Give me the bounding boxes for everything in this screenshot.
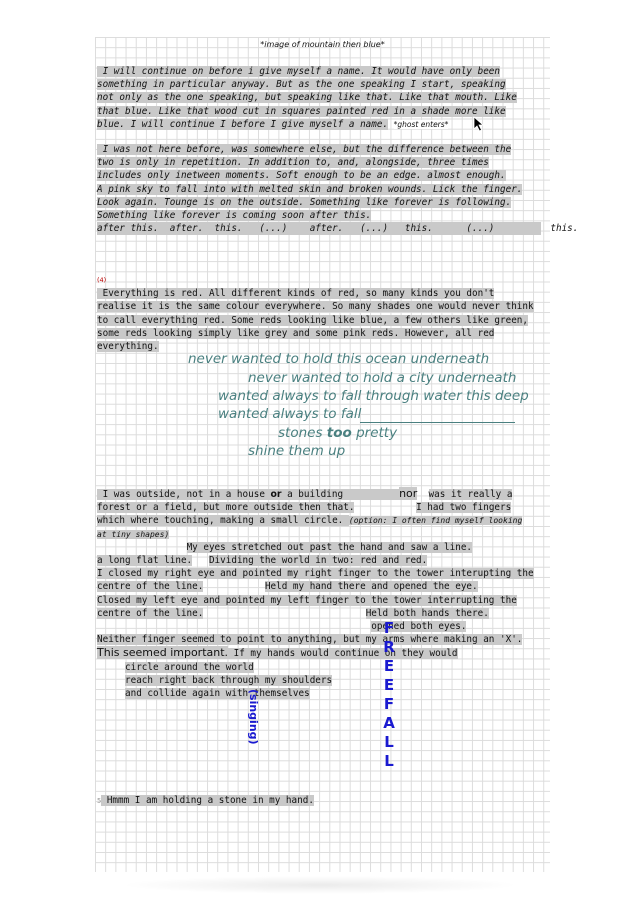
p2-line: A pink sky to fall into with melted skin and broken wounds. Lick the finger. <box>97 183 523 195</box>
ocean-line-2: never wanted to hold a city underneath <box>248 370 517 386</box>
p2-repetition-line: after this. after. this. (...) after. (...) this. (...) this. <box>97 223 579 235</box>
p4-text: centre of the line. <box>97 607 204 619</box>
p4-text: circle around the world <box>125 661 254 673</box>
p4-important: This seemed important. <box>97 646 229 660</box>
p4-text: centre of the line. <box>97 581 204 593</box>
paragraph-3 <box>97 273 545 353</box>
p1-line: blue. I will continue I before I give myself a name. <box>97 118 389 130</box>
p4-text: a building <box>281 489 344 500</box>
p4-text: which where touching, making a small circle. <box>97 515 349 527</box>
document-page <box>95 37 579 872</box>
p4-text: a long flat line. <box>97 555 193 567</box>
p1-line: that blue. Like that wood cut in squares painted red in a shade more like <box>97 105 506 117</box>
paragraph-2 <box>97 143 579 235</box>
ocean-line-5 <box>278 425 397 441</box>
p1-line: I will continue on before i give myself a name. It would have only been <box>97 66 500 77</box>
p2-line: Look again. Tounge is on the outside. Something like forever is following. <box>97 196 512 208</box>
ocean-line-6: shine them up <box>248 443 346 459</box>
p4-text: Held my hand there and opened the eye. <box>264 581 478 593</box>
paragraph-5 <box>97 794 545 808</box>
p4-text: I was outside, not in a house <box>97 489 271 500</box>
p4-text: If my hands would continue on they would <box>228 648 458 660</box>
ocean-line-5-c: pretty <box>351 425 398 441</box>
p1-line: something in particular anyway. But as the one speaking I start, speaking <box>97 79 506 91</box>
ocean-line-5-bold: too <box>326 425 352 441</box>
singing-vertical: (singing) <box>247 689 260 745</box>
p4-text: Neither finger seemed to point to anything, but my arms where making an 'X'. <box>97 634 523 646</box>
p4-text: Dividing the world in two: red and red. <box>208 555 428 567</box>
p4-text: reach right back through my shoulders <box>125 674 333 686</box>
p2-line: two is only in repetition. In addition to, and, alongside, three times <box>97 157 489 169</box>
p4-text: I closed my right eye and pointed my right finger to the tower interupting the <box>97 568 534 580</box>
p2-line: Something like forever is coming soon after this. <box>97 210 372 222</box>
p4-text: was it really a <box>428 489 513 500</box>
p4-text: forest or a field, but more outside then that. <box>97 502 355 514</box>
mouse-cursor-icon <box>473 116 485 132</box>
p4-text: Held both hands there. <box>365 607 489 619</box>
p4-nor: nor <box>399 487 418 500</box>
page-shadow <box>120 876 520 894</box>
p4-text: opened both eyes. <box>371 621 467 633</box>
image-caption: *image of mountain then blue* <box>260 40 385 49</box>
p1-line: not only as the one speaking, but speaking like that. Like that mouth. Like <box>97 92 517 104</box>
p4-text: I had two fingers <box>416 502 512 514</box>
ocean-line-3: wanted always to fall through water this deep <box>218 388 529 404</box>
p4-option-note-end: at tiny shapes) <box>97 529 170 539</box>
paragraph-4 <box>97 487 545 700</box>
p4-bold-or: or <box>270 489 282 500</box>
p3-line: everything. <box>97 341 159 353</box>
freefall-vertical: FREEFALL <box>380 619 398 771</box>
ocean-line-4: wanted always to fall <box>218 406 362 422</box>
p4-text: and collide again with themselves <box>125 688 310 700</box>
p4-option-note: (option: I often find myself looking <box>348 516 523 526</box>
p3-line: to call everything red. Some reds looking like blue, a few others like green, <box>97 314 528 326</box>
p5-text: Hmmm I am holding a stone in my hand. <box>101 795 314 806</box>
blank-underline <box>360 422 515 423</box>
p3-line: realise it is the same colour everywhere. So many shades one would never think <box>97 301 534 313</box>
p2-line: I was not here before, was somewhere else, but the difference between the <box>97 144 512 155</box>
ocean-line-1: never wanted to hold this ocean underneath <box>188 351 490 367</box>
p4-text: Closed my left eye and pointed my left finger to the tower interrupting the <box>97 594 517 606</box>
p3-line: Everything is red. All different kinds of red, so many kinds you don't <box>97 288 495 300</box>
ghost-note: *ghost enters* <box>393 119 449 129</box>
p2-line: includes only inetween moments. Soft enough to be an edge. almost enough. <box>97 170 506 182</box>
ocean-line-5-a: stones <box>278 425 327 441</box>
p4-text: My eyes stretched out past the hand and saw a line. <box>186 541 473 553</box>
p3-line: some reds looking simply like grey and some pink reds. However, all red <box>97 327 495 339</box>
section-number: (4) <box>97 276 107 284</box>
p5-number: 5 <box>97 797 102 805</box>
